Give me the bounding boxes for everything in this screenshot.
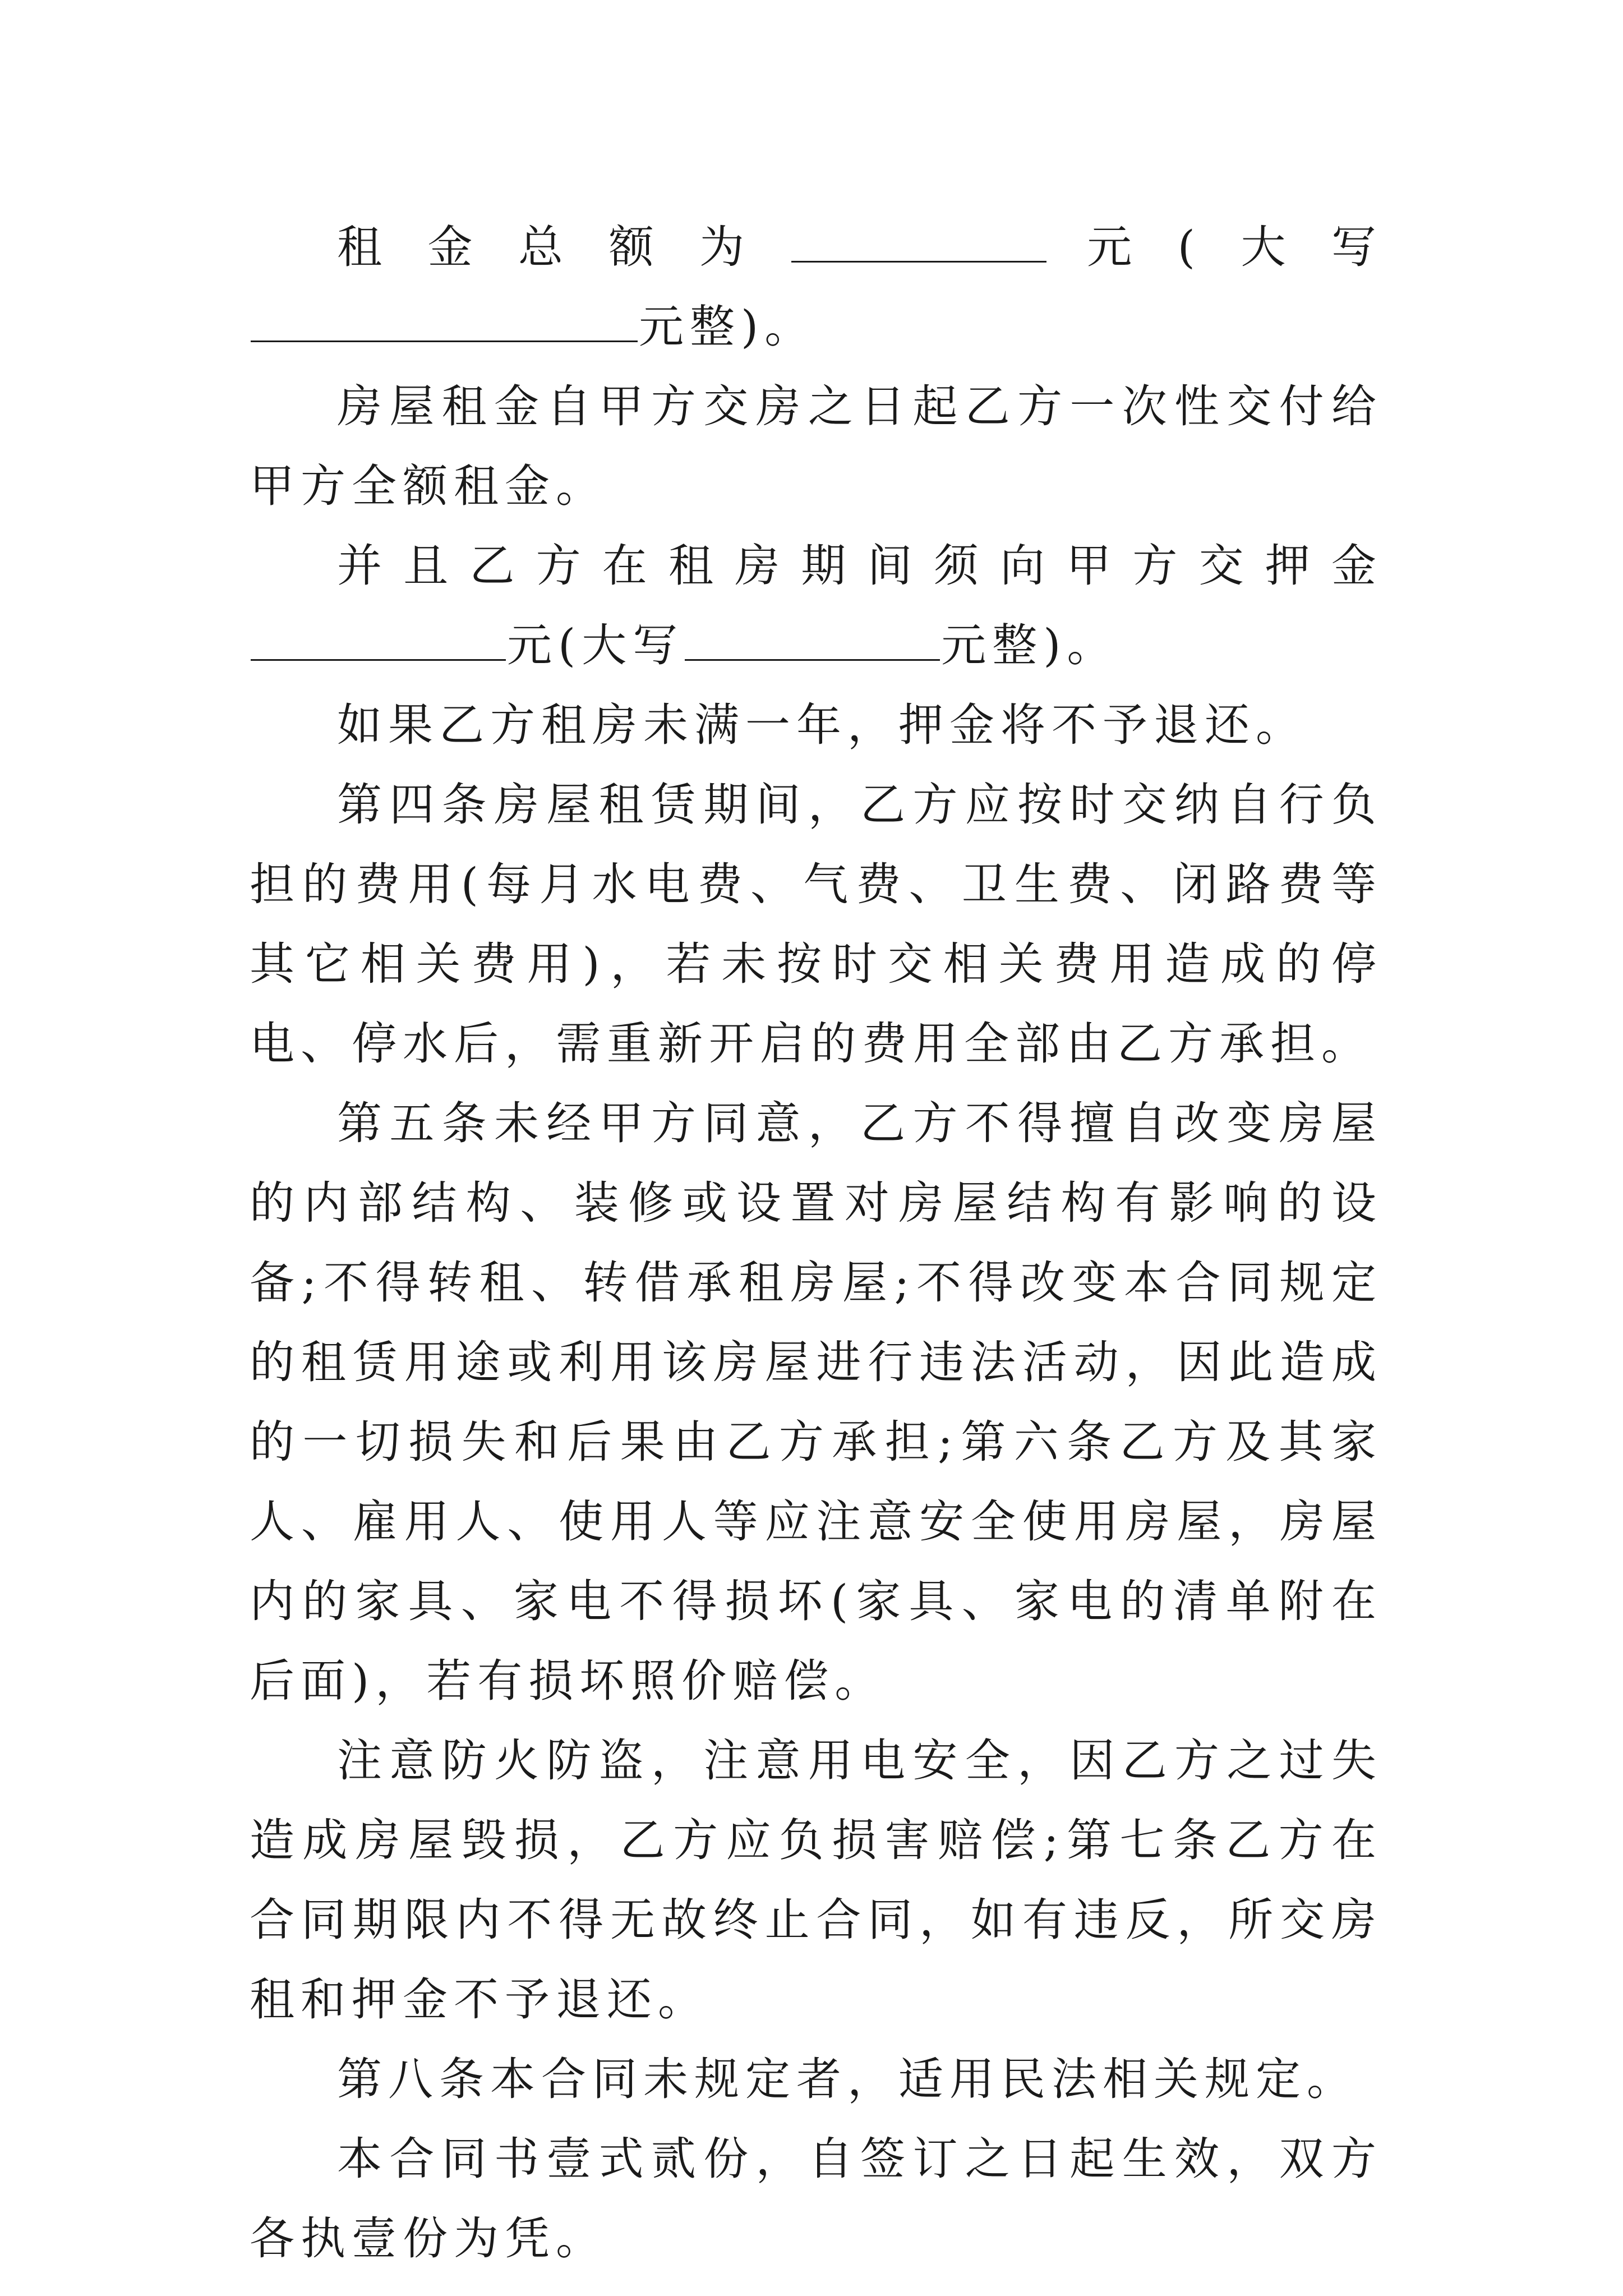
deposit-amount-blank [251, 614, 506, 661]
deposit-uppercase-label: 元(大写 [507, 619, 684, 671]
deposit-suffix: 元整)。 [941, 619, 1118, 671]
article-5-6-paragraph: 第五条未经甲方同意，乙方不得擅自改变房屋的内部结构、装修或设置对房屋结构有影响的设备;不得转租、转借承租房屋;不得改变本合同规定的租赁用途或利用该房屋进行违法活动，因此造成的一切损失和后果由乙方承担;第六条乙方及其家人、雇用人、使用人等应注意安全使用房屋，房屋内的家具、家电不得损坏(家具、家电的清单附在后面)，若有损坏照价赔偿。 [250, 1097, 1382, 1707]
copies-paragraph: 本合同书壹式贰份，自签订之日起生效，双方各执壹份为凭。 [250, 2133, 1382, 2265]
article-8-paragraph: 第八条本合同未规定者，适用民法相关规定。 [337, 2053, 1358, 2105]
rent-uppercase-label: 元(大写 [1047, 221, 1382, 273]
deposit-refund-paragraph: 如果乙方租房未满一年，押金将不予退还。 [337, 699, 1307, 751]
rent-total-suffix: 元整)。 [639, 301, 816, 353]
rent-uppercase-blank [251, 296, 638, 342]
deposit-paragraph [250, 526, 1382, 685]
rent-amount-blank [791, 216, 1046, 263]
rent-total-label: 租金总额为 [337, 221, 790, 273]
rent-total-paragraph [250, 208, 1382, 367]
rent-payment-paragraph: 房屋租金自甲方交房之日起乙方一次性交付给甲方全额租金。 [250, 380, 1382, 512]
deposit-uppercase-blank [685, 614, 940, 661]
contract-page [250, 208, 1382, 2279]
safety-article-7-paragraph: 注意防火防盗，注意用电安全，因乙方之过失造成房屋毁损，乙方应负损害赔偿;第七条乙方在合同期限内不得无故终止合同，如有违反，所交房租和押金不予退还。 [250, 1734, 1382, 2026]
article-4-paragraph: 第四条房屋租赁期间，乙方应按时交纳自行负担的费用(每月水电费、气费、卫生费、闭路费等其它相关费用)，若未按时交相关费用造成的停电、停水后，需重新开启的费用全部由乙方承担。 [250, 779, 1382, 1070]
deposit-label: 并且乙方在租房期间须向甲方交押金 [337, 540, 1382, 592]
